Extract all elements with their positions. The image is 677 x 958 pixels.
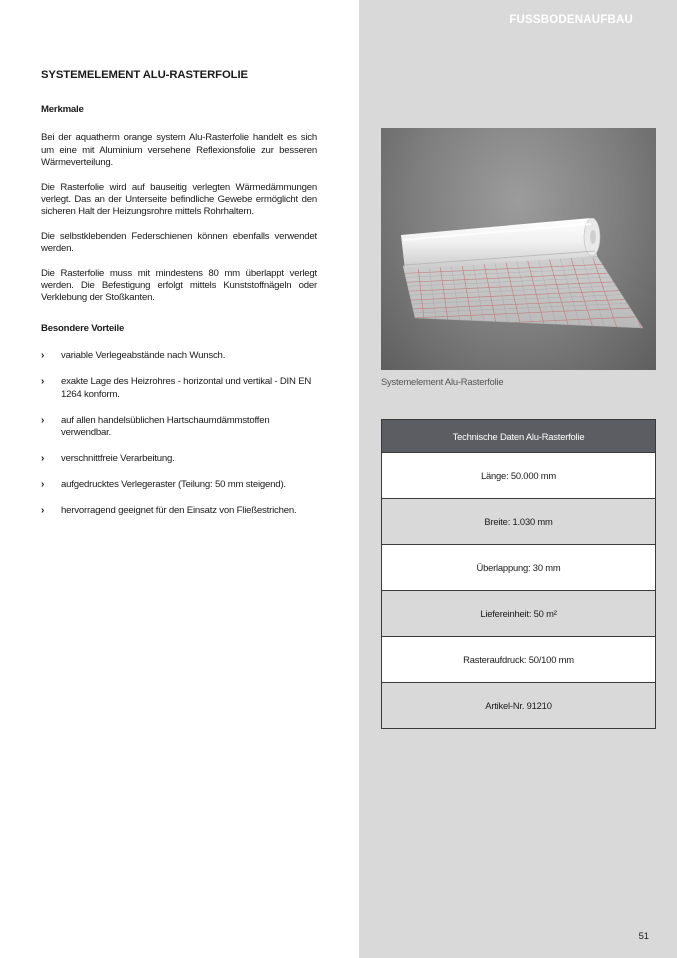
page-title: SYSTEMELEMENT ALU-RASTERFOLIE bbox=[41, 69, 248, 81]
list-item-text: aufgedrucktes Verlegeraster (Teilung: 50 mm steigend). bbox=[61, 478, 286, 490]
chevron-right-icon: › bbox=[41, 452, 45, 464]
section-title: FUSSBODENAUFBAU bbox=[509, 14, 633, 26]
photo-caption: Systemelement Alu-Rasterfolie bbox=[381, 376, 504, 387]
list-item bbox=[41, 479, 317, 491]
features-heading: Merkmale bbox=[41, 104, 84, 115]
table-row-grid-print: Rasteraufdruck: 50/100 mm bbox=[382, 637, 655, 683]
table-row-delivery-unit: Liefereinheit: 50 m² bbox=[382, 591, 655, 637]
chevron-right-icon: › bbox=[41, 376, 45, 388]
technical-data-table bbox=[381, 419, 656, 729]
product-photo bbox=[381, 128, 656, 370]
list-item-text: verschnittfreie Verarbeitung. bbox=[61, 452, 175, 464]
advantages-list bbox=[41, 350, 317, 517]
list-item bbox=[41, 376, 317, 401]
paragraph-installation: Die Rasterfolie wird auf bauseitig verlegten Wärmedämmungen verlegt. Das an der Unterseite befindliche Gewebe ermöglicht den sicheren Halt der Heizungsrohre mittels Rohrhaltern. bbox=[41, 181, 317, 218]
page-number: 51 bbox=[638, 930, 649, 941]
list-item-text: variable Verlegeabstände nach Wunsch. bbox=[61, 350, 226, 362]
list-item-text: auf allen handelsüblichen Hartschaumdämmstoffen verwendbar. bbox=[61, 414, 270, 438]
advantages-heading: Besondere Vorteile bbox=[41, 322, 125, 334]
chevron-right-icon: › bbox=[41, 414, 45, 426]
paragraph-rails: Die selbstklebenden Federschienen können ebenfalls verwendet werden. bbox=[41, 230, 317, 255]
chevron-right-icon: › bbox=[41, 504, 45, 516]
chevron-right-icon: › bbox=[41, 350, 45, 362]
list-item-text: exakte Lage des Heizrohres - horizontal und vertikal - DIN EN 1264 konform. bbox=[61, 376, 312, 400]
paragraph-description: Bei der aquatherm orange system Alu-Rasterfolie handelt es sich um eine mit Aluminium versehene Reflexionsfolie zur besseren Wärmeverteilung. bbox=[41, 132, 317, 169]
table-header: Technische Daten Alu-Rasterfolie bbox=[382, 420, 655, 453]
paragraph-overlap: Die Rasterfolie muss mit mindestens 80 mm überlappt verlegt werden. Die Befestigung erfolgt mittels Kunststoffnägeln oder Verklebung der Stoßkanten. bbox=[41, 267, 317, 304]
table-row-article-number: Artikel-Nr. 91210 bbox=[382, 683, 655, 728]
table-row-width: Breite: 1.030 mm bbox=[382, 499, 655, 545]
chevron-right-icon: › bbox=[41, 478, 45, 490]
list-item bbox=[41, 350, 317, 362]
main-content bbox=[41, 68, 317, 531]
table-row-overlap: Überlappung: 30 mm bbox=[382, 545, 655, 591]
list-item bbox=[41, 505, 317, 517]
list-item-text: hervorragend geeignet für den Einsatz von Fließestrichen. bbox=[61, 504, 297, 516]
table-row-length: Länge: 50.000 mm bbox=[382, 453, 655, 499]
foil-roll-illustration bbox=[381, 128, 656, 370]
list-item bbox=[41, 415, 317, 440]
list-item bbox=[41, 453, 317, 465]
